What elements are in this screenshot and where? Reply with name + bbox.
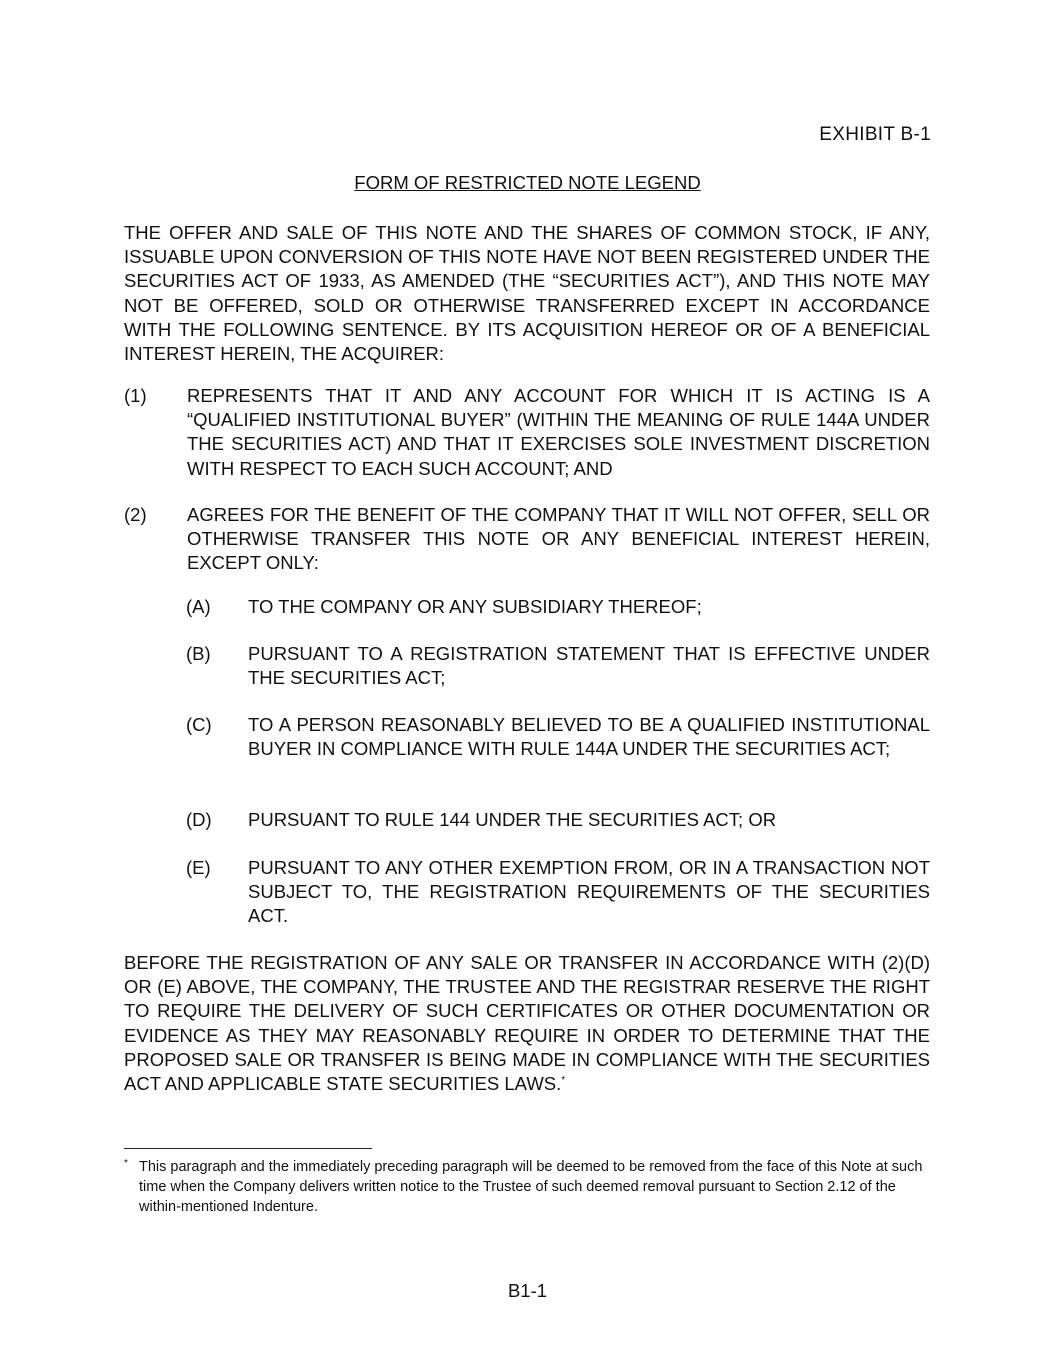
sub-item-text: PURSUANT TO ANY OTHER EXEMPTION FROM, OR IN A TRANSACTION NOT SUBJECT TO, THE REGISTRATION REQUIREMENTS OF THE SECURITIES ACT.	[248, 857, 930, 927]
sub-item-label: (A)	[186, 596, 211, 617]
list-item-text: AGREES FOR THE BENEFIT OF THE COMPANY THAT IT WILL NOT OFFER, SELL OR OTHERWISE TRANSFER THIS NOTE OR ANY BENEFICIAL INTEREST HEREIN, EXCEPT ONLY:	[187, 504, 930, 574]
list-item-text: REPRESENTS THAT IT AND ANY ACCOUNT FOR WHICH IT IS ACTING IS A “QUALIFIED INSTITUTIONAL BUYER” (WITHIN THE MEANING OF RULE 144A UNDER THE SECURITIES ACT) AND THAT IT EXERCISES SOLE INVESTMENT DISCRETION WITH RESPECT TO EACH SUCH ACCOUNT; AND	[187, 385, 930, 479]
closing-text: BEFORE THE REGISTRATION OF ANY SALE OR TRANSFER IN ACCORDANCE WITH (2)(D) OR (E) ABOVE, THE COMPANY, THE TRUSTEE AND THE REGISTRAR RESERVE THE RIGHT TO REQUIRE THE DELIVERY OF SUCH CERTIFICATES OR OTHER DOCUMENTATION OR EVIDENCE AS THEY MAY REASONABLY REQUIRE IN ORDER TO DETERMINE THAT THE PROPOSED SALE OR TRANSFER IS BEING MADE IN COMPLIANCE WITH THE SECURITIES ACT AND APPLICABLE STATE SECURITIES LAWS.	[124, 952, 930, 1095]
footnote-mark: *	[124, 1158, 128, 1169]
sub-item-label: (D)	[186, 809, 212, 830]
sub-item-label: (C)	[186, 714, 212, 735]
sub-item-text: TO A PERSON REASONABLY BELIEVED TO BE A QUALIFIED INSTITUTIONAL BUYER IN COMPLIANCE WITH RULE 144A UNDER THE SECURITIES ACT;	[248, 714, 930, 760]
sub-item-text: TO THE COMPANY OR ANY SUBSIDIARY THEREOF;	[248, 596, 702, 617]
closing-paragraph	[124, 951, 930, 1096]
footnote-text: This paragraph and the immediately preceding paragraph will be deemed to be removed from the face of this Note at such time when the Company delivers written notice to the Trustee of such deemed removal pursuant to Section 2.12 of the within-mentioned Indenture.	[139, 1159, 923, 1215]
sub-item-text: PURSUANT TO RULE 144 UNDER THE SECURITIES ACT; OR	[248, 809, 777, 830]
sub-item-label: (B)	[186, 643, 211, 664]
sub-item-label: (E)	[186, 857, 211, 878]
intro-paragraph: THE OFFER AND SALE OF THIS NOTE AND THE SHARES OF COMMON STOCK, IF ANY, ISSUABLE UPON CONVERSION OF THIS NOTE HAVE NOT BEEN REGISTERED UNDER THE SECURITIES ACT OF 1933, AS AMENDED (THE “SECURITIES ACT”), AND THIS NOTE MAY NOT BE OFFERED, SOLD OR OTHERWISE TRANSFERRED EXCEPT IN ACCORDANCE WITH THE FOLLOWING SENTENCE. BY ITS ACQUISITION HEREOF OR OF A BENEFICIAL INTEREST HEREIN, THE ACQUIRER:	[124, 222, 930, 365]
page-title: FORM OF RESTRICTED NOTE LEGEND	[354, 172, 701, 193]
page-number: B1-1	[507, 1280, 548, 1301]
list-item-label: (2)	[124, 504, 147, 525]
footnote-divider	[124, 1148, 372, 1149]
exhibit-label: EXHIBIT B-1	[819, 124, 931, 145]
list-item-label: (1)	[124, 385, 147, 406]
footnote-reference[interactable]: *	[561, 1074, 566, 1086]
sub-item-text: PURSUANT TO A REGISTRATION STATEMENT THAT IS EFFECTIVE UNDER THE SECURITIES ACT;	[248, 643, 930, 689]
